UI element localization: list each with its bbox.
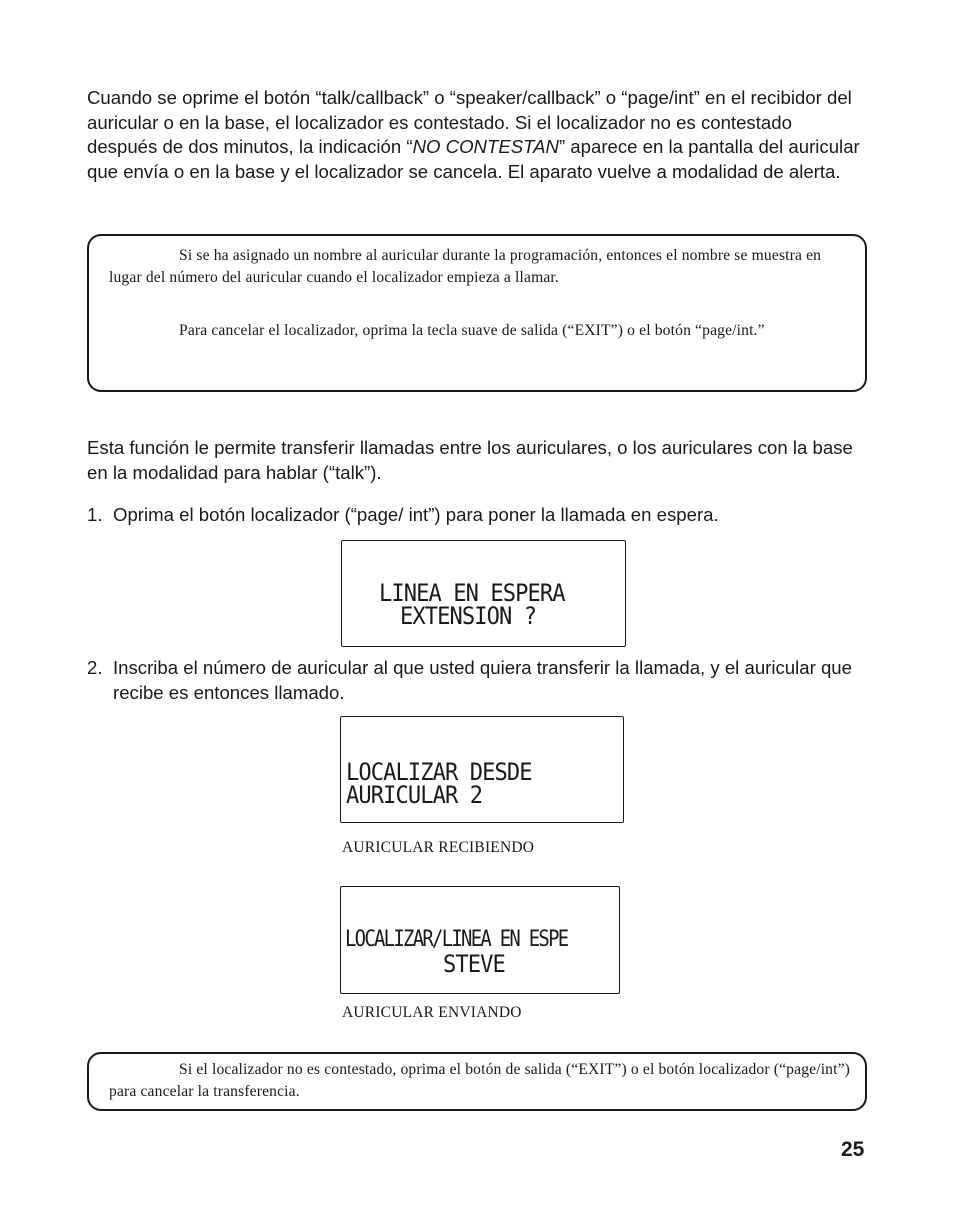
note-box-transfer-cancel	[87, 1052, 867, 1111]
caption-sending: AURICULAR ENVIANDO	[342, 1004, 522, 1021]
note-box-2-content	[109, 1059, 854, 1103]
lcd-hold-line1: LINEA EN ESPERA	[379, 579, 565, 607]
note-paragraph-transfer-cancel: Si el localizador no es contestado, oprima el botón de salida (“EXIT”) o el botón localizador (“page/int”) para cancelar la transferencia.	[109, 1061, 851, 1100]
step-2-number: 2.	[87, 657, 103, 678]
page-number: 25	[841, 1138, 865, 1161]
step-1-number: 1.	[87, 504, 103, 525]
lcd-display-hold	[341, 540, 626, 647]
transfer-intro-paragraph: Esta función le permite transferir llamadas entre los auriculares, o los auriculares con la base en la modalidad para hablar (“talk”).	[87, 437, 853, 483]
lcd-sending-line1: LOCALIZAR/LINEA EN ESPE	[345, 927, 568, 952]
lcd-sending-line2: STEVE	[443, 950, 505, 978]
lcd-receiving-line1: LOCALIZAR DESDE	[346, 758, 532, 786]
lcd-display-receiving	[340, 716, 624, 823]
note-paragraph-cancel: Para cancelar el localizador, oprima la tecla suave de salida (“EXIT”) o el botón “page/int.”	[179, 322, 765, 339]
note-box-names	[87, 234, 867, 392]
lcd-hold-line2: EXTENSION ?	[400, 602, 537, 630]
lcd-display-sending	[340, 886, 620, 994]
intro-paragraph	[87, 86, 862, 184]
intro-text-part2: ” aparece en la pantalla del auricular que envía o en la base y el localizador se cancela. El aparato vuelve a modalidad de alerta.	[87, 136, 860, 182]
intro-text-part1: Cuando se oprime el botón “talk/callback” o “speaker/callback” o “page/int” en el recibidor del auricular o en la base, el localizador es contestado. Si el localizador no es contestado después de dos minutos, la indicación “	[87, 87, 852, 157]
step-1	[87, 503, 857, 528]
note-box-content	[109, 245, 839, 342]
step-2-text: Inscriba el número de auricular al que usted quiera transferir la llamada, y el auricular que recibe es entonces llamado.	[113, 657, 852, 703]
no-contestan-text: NO CONTESTAN	[412, 136, 559, 157]
lcd-receiving-line2: AURICULAR 2	[346, 781, 483, 809]
caption-receiving: AURICULAR RECIBIENDO	[342, 839, 535, 856]
note-paragraph-name: Si se ha asignado un nombre al auricular durante la programación, entonces el nombre se muestra en lugar del número del auricular cuando el localizador empieza a llamar.	[109, 247, 822, 286]
step-2	[87, 656, 857, 705]
step-1-text: Oprima el botón localizador (“page/ int”) para poner la llamada en espera.	[113, 504, 719, 525]
